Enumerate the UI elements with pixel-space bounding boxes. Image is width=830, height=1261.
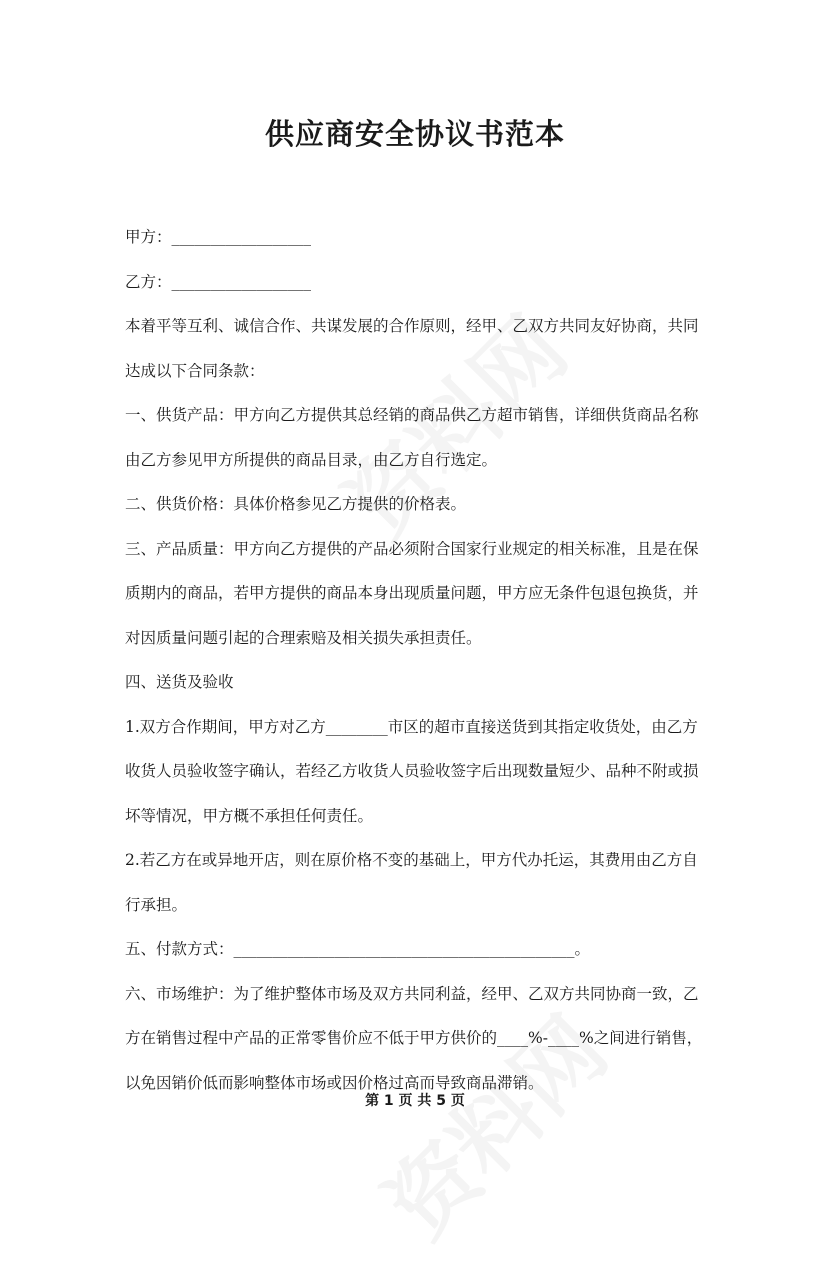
party-a-line: 甲方：__________________ (125, 228, 312, 246)
page-number-footer: 第 1 页 共 5 页 (365, 1093, 465, 1109)
document-body (125, 215, 710, 1105)
clause-payment-method: 五、付款方式：____________________________________________。 (125, 940, 591, 958)
clause-delivery-item-2: 2.若乙方在或异地开店，则在原价格不变的基础上，甲方代办托运，其费用由乙方自行承担。 (125, 851, 698, 914)
clause-market-maintenance: 六、市场维护：为了维护整体市场及双方共同利益，经甲、乙双方共同协商一致，乙方在销售过程中产品的正常零售价应不低于甲方供价的____%-____%之间进行销售，以免因销价低而影响整体市场或因价格过高而导致商品滞销。 (125, 984, 703, 1092)
clause-delivery-heading: 四、送货及验收 (125, 673, 234, 691)
document-title: 供应商安全协议书范本 (264, 117, 565, 151)
clause-delivery-item-1: 1.双方合作期间，甲方对乙方________市区的超市直接送货到其指定收货处，由乙方收货人员验收签字确认，若经乙方收货人员验收签字后出现数量短少、品种不附或损坏等情况，甲方概不承担任何责任。 (125, 717, 699, 825)
clause-supply-products: 一、供货产品：甲方向乙方提供其总经销的商品供乙方超市销售，详细供货商品名称由乙方参见甲方所提供的商品目录，由乙方自行选定。 (125, 406, 699, 469)
party-b-line: 乙方：__________________ (125, 272, 312, 291)
clause-product-quality: 三、产品质量：甲方向乙方提供的产品必须附合国家行业规定的相关标准，且是在保质期内的商品，若甲方提供的商品本身出现质量问题，甲方应无条件包退包换货，并对因质量问题引起的合理索赔及相关损失承担责任。 (125, 539, 699, 647)
preamble-paragraph: 本着平等互利、诚信合作、共谋发展的合作原则，经甲、乙双方共同友好协商，共同达成以下合同条款： (125, 317, 699, 380)
clause-supply-price: 二、供货价格：具体价格参见乙方提供的价格表。 (125, 495, 467, 513)
